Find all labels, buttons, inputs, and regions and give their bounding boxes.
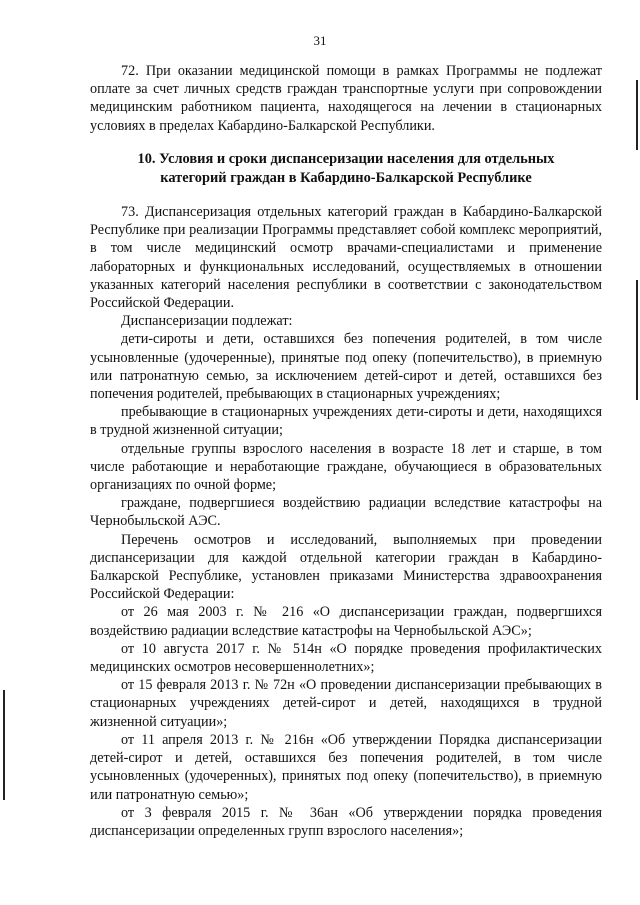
paragraph: от 15 февраля 2013 г. № 72н «О проведении диспансеризации пребывающих в стационарных учреждениях детей-сирот и детей, находящихся в трудной жизненной ситуации»; (90, 677, 602, 730)
paragraph: Диспансеризации подлежат: (121, 313, 293, 330)
page-number: 31 (313, 33, 327, 48)
paragraph: 73. Диспансеризация отдельных категорий граждан в Кабардино-Балкарской Республике при реализации Программы представляет собой комплекс мероприятий, в том числе медицинский осмотр врачами-специалистами и применение лабораторных и функциональных исследований, осуществляемых в отношении указанных категорий населения республики в соответствии с законодательством Российской Федерации. (90, 204, 602, 312)
paragraph: пребывающие в стационарных учреждениях дети-сироты и дети, находящихся в трудной жизненной ситуации; (90, 404, 602, 439)
section-heading-line2: категорий граждан в Кабардино-Балкарской Республике (160, 169, 532, 186)
paragraph: отдельные группы взрослого населения в возрасте 18 лет и старше, в том числе работающие и неработающие граждане, обучающиеся в образовательных организациях по очной форме; (90, 440, 602, 494)
paragraph: Перечень осмотров и исследований, выполняемых при проведении диспансеризации для каждой отдельной категории граждан в Кабардино-Балкарской Республике, установлен приказами Министерства здравоохранения Российской Федерации: (90, 531, 602, 603)
scan-edge-mark (636, 280, 638, 400)
paragraph: дети-сироты и дети, оставшихся без попечения родителей, в том числе усыновленные (удочеренные), принятые под опеку (попечительство), в приемную или патронатную семью, за исключением детей-сирот и детей, оставшихся без попечения родителей, пребывающих в стационарных учреждениях; (90, 331, 602, 403)
paragraph: граждане, подвергшиеся воздействию радиации вследствие катастрофы на Чернобыльской АЭС. (90, 495, 602, 530)
section-heading-line1: 10. Условия и сроки диспансеризации населения для отдельных (137, 151, 555, 167)
scan-edge-mark (636, 80, 638, 150)
paragraph: от 26 мая 2003 г. № 216 «О диспансеризации граждан, подвергшихся воздействию радиации вследствие катастрофы на Чернобыльской АЭС»; (90, 604, 602, 639)
main-text-block (90, 203, 602, 840)
paragraph: от 10 августа 2017 г. № 514н «О порядке проведения профилактических медицинских осмотров несовершеннолетних»; (90, 640, 602, 676)
scan-edge-mark (3, 690, 5, 800)
paragraph: от 3 февраля 2015 г. № 36ан «Об утверждении порядка проведения диспансеризации определенных групп взрослого населения»; (90, 804, 602, 839)
section-heading (90, 150, 602, 187)
paragraph: от 11 апреля 2013 г. № 216н «Об утверждении Порядка диспансеризации детей-сирот и детей, оставшихся без попечения родителей, в том числе усыновленных (удочеренных), принятых под опеку (попечительство), в приемную или патронатную семью»; (90, 731, 602, 803)
paragraph-72: 72. При оказании медицинской помощи в рамках Программы не подлежат оплате за счет личных средств граждан транспортные услуги при сопровождении медицинским работником пациента, находящегося на лечении в стационарных условиях в пределах Кабардино-Балкарской Республики. (90, 63, 602, 134)
top-paragraph-block (90, 62, 602, 135)
